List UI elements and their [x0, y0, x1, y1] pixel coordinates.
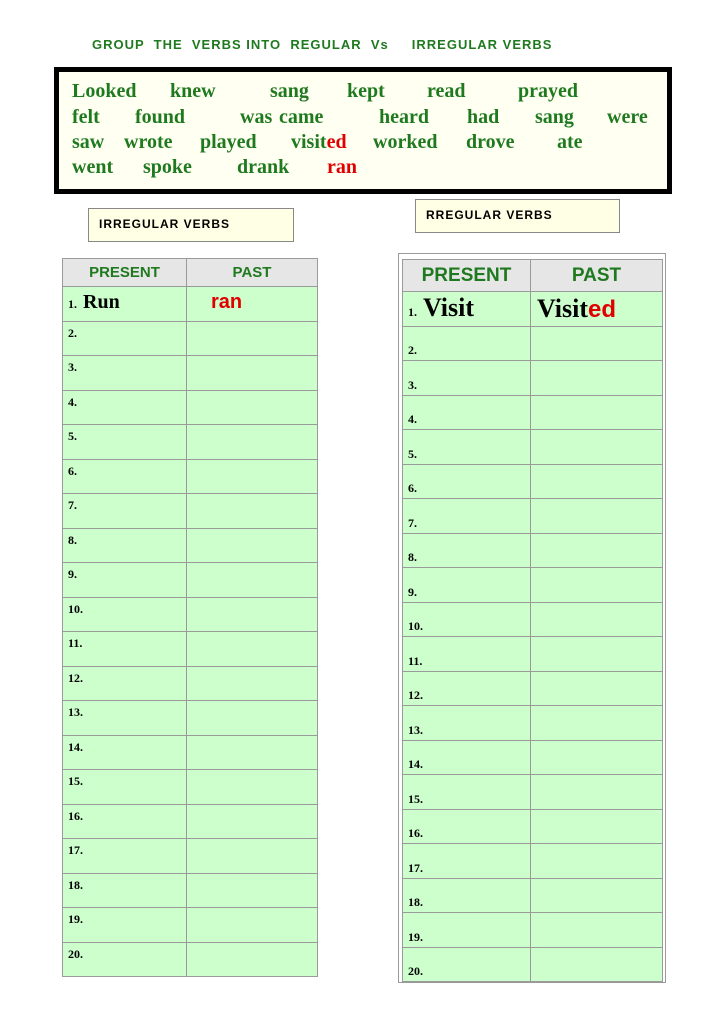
- row-number: 11.: [408, 653, 423, 668]
- irregular-past-cell[interactable]: [187, 356, 318, 391]
- regular-past-cell[interactable]: [531, 361, 663, 396]
- regular-past-cell[interactable]: [531, 637, 663, 672]
- word: read: [427, 80, 466, 102]
- row-number: 1.: [408, 304, 417, 319]
- example-past-stem: Visit: [537, 293, 589, 323]
- word: came: [279, 106, 324, 128]
- irregular-past-cell[interactable]: [187, 494, 318, 529]
- irregular-present-cell[interactable]: [63, 666, 187, 701]
- table-row: [403, 878, 663, 913]
- irregular-present-cell[interactable]: [63, 597, 187, 632]
- row-number: 5.: [408, 446, 417, 461]
- irregular-past-cell[interactable]: [187, 666, 318, 701]
- irregular-present-cell[interactable]: [63, 563, 187, 598]
- table-row: [63, 873, 318, 908]
- table-row: [403, 533, 663, 568]
- regular-present-cell[interactable]: [403, 637, 531, 672]
- irregular-present-cell[interactable]: [63, 459, 187, 494]
- table-row: [403, 775, 663, 810]
- irregular-present-cell[interactable]: [63, 425, 187, 460]
- table-row: [403, 292, 663, 327]
- regular-past-cell[interactable]: [531, 740, 663, 775]
- table-row: [403, 740, 663, 775]
- row-number: 20.: [68, 946, 83, 961]
- row-number: 20.: [408, 964, 423, 978]
- row-number: 6.: [408, 481, 417, 495]
- regular-present-cell[interactable]: [403, 464, 531, 499]
- regular-past-cell[interactable]: [531, 809, 663, 844]
- irregular-present-cell[interactable]: [63, 287, 187, 322]
- table-row: [63, 528, 318, 563]
- irregular-past-cell[interactable]: [187, 563, 318, 598]
- word-line-3: [72, 131, 667, 156]
- irregular-past-cell[interactable]: [187, 701, 318, 736]
- word: was: [240, 106, 273, 128]
- table-row: [63, 597, 318, 632]
- row-number: 16.: [408, 826, 423, 840]
- regular-past-cell[interactable]: [531, 568, 663, 603]
- word: heard: [379, 106, 429, 128]
- word: prayed: [518, 80, 578, 102]
- table-row: [63, 839, 318, 874]
- word: kept: [347, 80, 385, 102]
- row-number: 17.: [408, 860, 423, 875]
- row-number: 15.: [408, 791, 423, 806]
- regular-present-cell[interactable]: [403, 602, 531, 637]
- word: spoke: [143, 156, 192, 178]
- table-row: [403, 706, 663, 741]
- word: were: [607, 106, 648, 128]
- table-row: [63, 494, 318, 529]
- regular-present-cell[interactable]: [403, 430, 531, 465]
- irregular-past-cell[interactable]: [187, 425, 318, 460]
- row-number: 14.: [68, 739, 83, 754]
- table-row: [403, 844, 663, 879]
- table-row: [63, 321, 318, 356]
- regular-past-cell[interactable]: [531, 533, 663, 568]
- irregular-present-cell[interactable]: [63, 873, 187, 908]
- word: sang: [270, 80, 309, 102]
- table-row: [403, 326, 663, 361]
- regular-present-cell[interactable]: [403, 533, 531, 568]
- irregular-past-cell[interactable]: [187, 287, 318, 322]
- irregular-present-cell[interactable]: [63, 804, 187, 839]
- table-row: [403, 809, 663, 844]
- regular-present-cell[interactable]: [403, 568, 531, 603]
- row-number: 18.: [68, 877, 83, 892]
- regular-past-cell[interactable]: [531, 499, 663, 534]
- row-number: 19.: [68, 912, 83, 926]
- word: worked: [373, 131, 438, 153]
- example-present: Run: [83, 291, 120, 313]
- row-number: 10.: [408, 619, 423, 633]
- regular-header-past: PAST: [531, 260, 663, 292]
- row-number: 12.: [68, 670, 83, 685]
- regular-present-cell[interactable]: [403, 361, 531, 396]
- word: found: [135, 106, 186, 128]
- regular-present-cell[interactable]: [403, 878, 531, 913]
- word: sang: [535, 106, 574, 128]
- irregular-past-cell[interactable]: [187, 632, 318, 667]
- regular-past-cell[interactable]: [531, 947, 663, 982]
- row-number: 2.: [68, 325, 77, 340]
- regular-past-cell[interactable]: [531, 913, 663, 948]
- table-row: [63, 390, 318, 425]
- row-number: 16.: [68, 808, 83, 823]
- row-number: 2.: [408, 343, 417, 357]
- irregular-past-cell[interactable]: [187, 390, 318, 425]
- table-row: [403, 637, 663, 672]
- table-row: [403, 947, 663, 982]
- example-past-suffix: ed: [588, 295, 617, 323]
- table-row: [403, 602, 663, 637]
- word-visited: [291, 131, 347, 154]
- table-row: [63, 563, 318, 598]
- table-row: [403, 395, 663, 430]
- worksheet-title: GROUP THE VERBS INTO REGULAR Vs IRREGULAR VERBS: [92, 37, 553, 52]
- irregular-past-cell[interactable]: [187, 873, 318, 908]
- regular-past-cell[interactable]: [531, 844, 663, 879]
- irregular-present-cell[interactable]: [63, 735, 187, 770]
- irregular-present-cell[interactable]: [63, 701, 187, 736]
- irregular-present-cell[interactable]: [63, 839, 187, 874]
- example-past: ran: [211, 291, 243, 313]
- regular-past-cell[interactable]: [531, 464, 663, 499]
- table-row: [63, 632, 318, 667]
- irregular-past-cell[interactable]: [187, 459, 318, 494]
- row-number: 13.: [68, 705, 83, 719]
- example-present: Visit: [423, 292, 475, 322]
- table-row: [63, 735, 318, 770]
- table-row: [403, 430, 663, 465]
- irregular-past-cell[interactable]: [187, 321, 318, 356]
- word-line-4: [72, 156, 667, 181]
- irregular-past-cell[interactable]: [187, 770, 318, 805]
- regular-past-cell[interactable]: [531, 775, 663, 810]
- regular-present-cell[interactable]: [403, 706, 531, 741]
- regular-present-cell[interactable]: [403, 292, 531, 327]
- word-bank: [54, 67, 672, 194]
- irregular-present-cell[interactable]: [63, 942, 187, 977]
- regular-present-cell[interactable]: [403, 844, 531, 879]
- regular-verbs-table: [402, 259, 663, 982]
- regular-past-cell[interactable]: [531, 430, 663, 465]
- irregular-past-cell[interactable]: [187, 528, 318, 563]
- word: knew: [170, 80, 216, 102]
- regular-table-body: [403, 292, 663, 982]
- table-row: [63, 942, 318, 977]
- row-number: 1.: [68, 297, 77, 311]
- irregular-past-cell[interactable]: [187, 839, 318, 874]
- irregular-verbs-label: IRREGULAR VERBS: [88, 208, 294, 242]
- regular-present-cell[interactable]: [403, 326, 531, 361]
- row-number: 17.: [68, 843, 83, 857]
- regular-present-cell[interactable]: [403, 671, 531, 706]
- row-number: 7.: [408, 515, 417, 530]
- word: played: [200, 131, 257, 153]
- word-line-2: [72, 106, 667, 131]
- regular-present-cell[interactable]: [403, 775, 531, 810]
- table-row: [63, 701, 318, 736]
- irregular-present-cell[interactable]: [63, 908, 187, 943]
- table-row: [63, 908, 318, 943]
- row-number: 5.: [68, 429, 77, 443]
- regular-past-cell[interactable]: [531, 671, 663, 706]
- regular-present-cell[interactable]: [403, 913, 531, 948]
- irregular-past-cell[interactable]: [187, 735, 318, 770]
- row-number: 3.: [68, 360, 77, 374]
- word: saw: [72, 131, 105, 153]
- table-row: [403, 568, 663, 603]
- word-ran: ran: [327, 156, 357, 178]
- regular-past-cell[interactable]: [531, 706, 663, 741]
- irregular-header-past: PAST: [187, 259, 318, 287]
- regular-verbs-label: RREGULAR VERBS: [415, 199, 620, 233]
- table-row: [403, 671, 663, 706]
- row-number: 14.: [408, 757, 423, 771]
- word: had: [467, 106, 500, 128]
- irregular-present-cell[interactable]: [63, 528, 187, 563]
- visit-suffix: ed: [326, 131, 347, 153]
- row-number: 13.: [408, 722, 423, 737]
- row-number: 15.: [68, 774, 83, 788]
- word: Looked: [72, 80, 137, 102]
- table-row: [63, 356, 318, 391]
- row-number: 11.: [68, 636, 83, 650]
- irregular-verbs-table: [62, 258, 318, 977]
- row-number: 19.: [408, 929, 423, 944]
- regular-present-cell[interactable]: [403, 740, 531, 775]
- irregular-present-cell[interactable]: [63, 390, 187, 425]
- row-number: 6.: [68, 463, 77, 478]
- visit-stem: visit: [291, 131, 327, 153]
- irregular-past-cell[interactable]: [187, 804, 318, 839]
- regular-present-cell[interactable]: [403, 947, 531, 982]
- regular-present-cell[interactable]: [403, 395, 531, 430]
- irregular-header-present: PRESENT: [63, 259, 187, 287]
- row-number: 4.: [68, 394, 77, 409]
- regular-past-cell[interactable]: [531, 292, 663, 327]
- irregular-past-cell[interactable]: [187, 597, 318, 632]
- row-number: 8.: [68, 532, 77, 547]
- table-row: [63, 804, 318, 839]
- row-number: 18.: [408, 895, 423, 909]
- irregular-past-cell[interactable]: [187, 908, 318, 943]
- irregular-present-cell[interactable]: [63, 770, 187, 805]
- irregular-table-body: [63, 287, 318, 977]
- irregular-present-cell[interactable]: [63, 321, 187, 356]
- table-row: [63, 425, 318, 460]
- row-number: 9.: [408, 584, 417, 599]
- regular-past-cell[interactable]: [531, 395, 663, 430]
- word: drank: [237, 156, 290, 178]
- regular-present-cell[interactable]: [403, 499, 531, 534]
- table-row: [403, 499, 663, 534]
- regular-present-cell[interactable]: [403, 809, 531, 844]
- word: felt: [72, 106, 100, 128]
- word: went: [72, 156, 114, 178]
- word-line-1: [72, 80, 667, 105]
- row-number: 7.: [68, 498, 77, 512]
- row-number: 12.: [408, 688, 423, 702]
- row-number: 9.: [68, 567, 77, 581]
- irregular-present-cell[interactable]: [63, 356, 187, 391]
- word: ate: [557, 131, 583, 153]
- table-row: [63, 287, 318, 322]
- irregular-present-cell[interactable]: [63, 632, 187, 667]
- row-number: 8.: [408, 550, 417, 564]
- table-row: [403, 464, 663, 499]
- regular-past-cell[interactable]: [531, 602, 663, 637]
- table-row: [403, 361, 663, 396]
- table-row: [403, 913, 663, 948]
- row-number: 3.: [408, 377, 417, 392]
- word: wrote: [124, 131, 173, 153]
- table-row: [63, 770, 318, 805]
- regular-past-cell[interactable]: [531, 326, 663, 361]
- table-row: [63, 459, 318, 494]
- table-row: [63, 666, 318, 701]
- regular-past-cell[interactable]: [531, 878, 663, 913]
- row-number: 4.: [408, 412, 417, 426]
- regular-header-present: PRESENT: [403, 260, 531, 292]
- irregular-past-cell[interactable]: [187, 942, 318, 977]
- row-number: 10.: [68, 601, 83, 616]
- irregular-present-cell[interactable]: [63, 494, 187, 529]
- word: drove: [466, 131, 515, 153]
